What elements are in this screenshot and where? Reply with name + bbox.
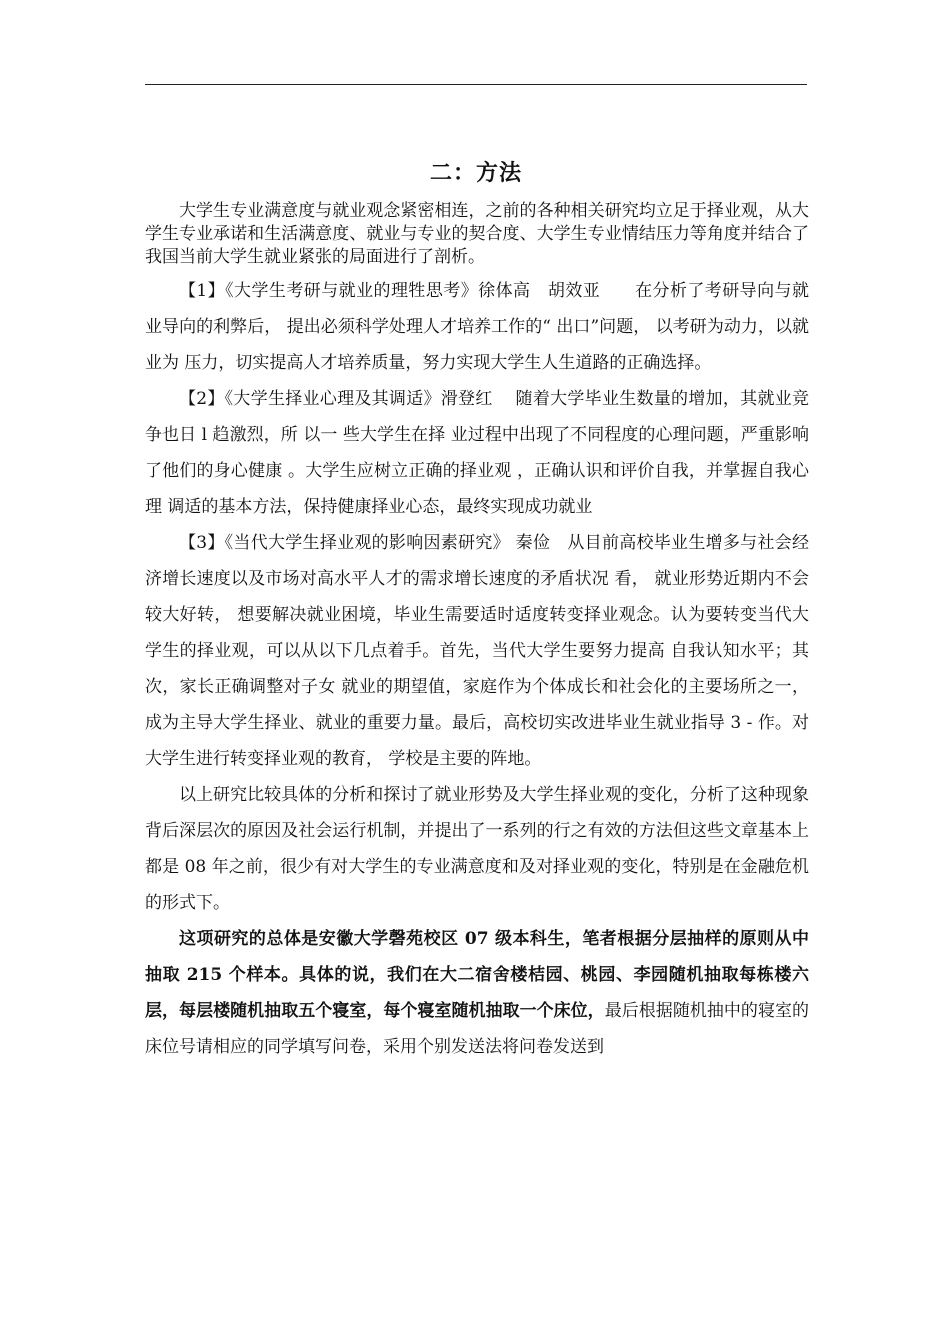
method-regular-text: 最后根据随机抽中的寝室的床位号请相应的同学填写问卷，采用个别发送法将问卷发送到 <box>145 1001 810 1057</box>
summary-paragraph: 以上研究比较具体的分析和探讨了就业形势及大学生择业观的变化，分析了这种现象背后深层次的原因及社会运行机制，并提出了一系列的行之有效的方法但这些文章基本上都是 08 年之前，很少有对大学生的专业满意度和及对择业观的变化，特别是在金融危机的形式下。 <box>145 785 809 913</box>
reference-3-paragraph: 【3】《当代大学生择业观的影响因素研究》 秦俭 从目前高校毕业生增多与社会经济增长速度以及市场对高水平人才的需求增长速度的矛盾状况 看， 就业形势近期内不会较大好转， 想要解决就业困境，毕业生需要适时适度转变择业观念。认为要转变当代大 学生的择业观，可以从以下几点着手。首先，当代大学生要努力提高 自我认知水平；其次，家长正确调整对子女 就业的期望值，家庭作为个体成长和社会化的主要场所之一， 成为主导大学生择业、就业的重要力量。最后，高校切实改进毕业生就业指导 3 - 作。对大学生进行转变择业观的教育， 学校是主要的阵地。 <box>145 533 809 769</box>
document-body <box>145 200 809 1065</box>
reference-1-paragraph: 【1】《大学生考研与就业的理牲思考》徐体高 胡效亚 在分析了考研导向与就业导向的利弊后， 提出必须科学处理人才培养工作的“ 出口”问题， 以考研为动力，以就业为 压力，切实提高人才培养质量，努力实现大学生人生道路的正确选择。 <box>145 281 809 373</box>
header-rule <box>145 84 807 85</box>
reference-2-paragraph: 【2】《大学生择业心理及其调适》滑登红 随着大学毕业生数量的增加，其就业竞争也日 l 趋激烈，所 以一 些大学生在择 业过程中出现了不同程度的心理问题，严重影响了他们的身心健康 。大学生应树立正确的择业观 ，正确认识和评价自我，并掌握自我心理 调适的基本方法，保持健康择业心态，最终实现成功就业 <box>145 389 809 517</box>
method-bold-text: 这项研究的总体是安徽大学磬苑校区 07 级本科生，笔者根据分层抽样的原则从中抽取 215 个样本。具体的说，我们在大二宿舍楼桔园、桃园、李园随机抽取每栋楼六层，每层楼随机抽取五个寝室，每个寝室随机抽取一个床位， <box>145 929 809 1021</box>
method-paragraph <box>145 921 809 1065</box>
intro-paragraph: 大学生专业满意度与就业观念紧密相连，之前的各种相关研究均立足于择业观，从大学生专业承诺和生活满意度、就业与专业的契合度、大学生专业情结压力等角度并结合了我国当前大学生就业紧张的局面进行了剖析。 <box>145 201 809 267</box>
section-heading: 二：方法 <box>429 161 522 186</box>
